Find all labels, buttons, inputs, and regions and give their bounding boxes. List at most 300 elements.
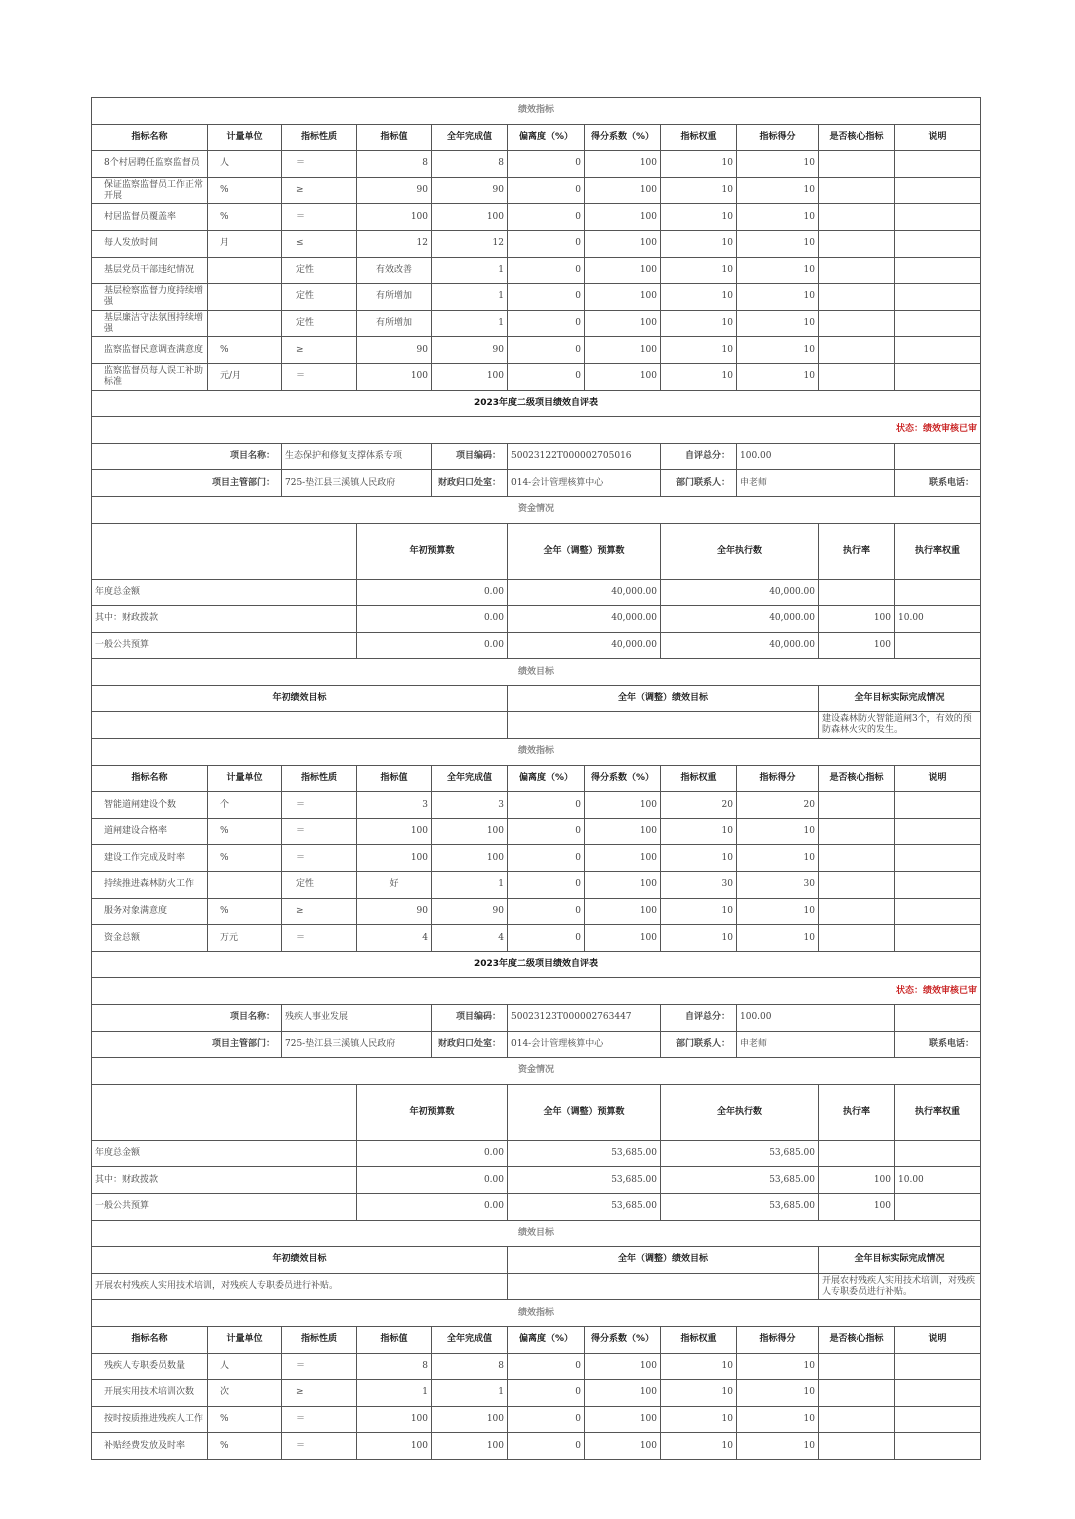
indicator-row bbox=[92, 204, 981, 231]
indicator-cell: 补贴经费发放及时率 bbox=[92, 1433, 208, 1460]
indicator-cell: 10 bbox=[737, 151, 819, 178]
contact-value: 申老师 bbox=[737, 470, 895, 497]
indicator-cell bbox=[895, 872, 981, 899]
section-title: 绩效指标 bbox=[92, 1300, 981, 1327]
section-header-indicators bbox=[92, 1300, 981, 1327]
indicator-cell: 定性 bbox=[282, 310, 357, 337]
indicator-cell: 10 bbox=[661, 898, 737, 925]
finance-office-value: 014-会计管理核算中心 bbox=[508, 1031, 661, 1058]
initial-goal: 开展农村残疾人实用技术培训，对残疾人专职委员进行补贴。 bbox=[92, 1273, 508, 1300]
column-header: 偏离度（%） bbox=[508, 1326, 585, 1353]
indicator-cell: 建设工作完成及时率 bbox=[92, 845, 208, 872]
project-title-row bbox=[92, 951, 981, 978]
indicator-cell: ＝ bbox=[282, 925, 357, 952]
indicator-cell bbox=[895, 284, 981, 311]
executed-amount: 53,685.00 bbox=[661, 1193, 819, 1220]
executed-amount: 53,685.00 bbox=[661, 1167, 819, 1194]
indicator-cell: 10 bbox=[737, 898, 819, 925]
column-header: 指标名称 bbox=[92, 765, 208, 792]
indicator-cell bbox=[895, 363, 981, 390]
indicator-cell bbox=[819, 204, 895, 231]
column-header: 计量单位 bbox=[208, 765, 282, 792]
column-header: 指标得分 bbox=[737, 765, 819, 792]
column-header: 指标得分 bbox=[737, 1326, 819, 1353]
indicator-cell: 资金总额 bbox=[92, 925, 208, 952]
indicator-cell bbox=[819, 925, 895, 952]
indicator-cell: 10 bbox=[737, 177, 819, 204]
column-header: 指标得分 bbox=[737, 124, 819, 151]
indicator-cell: ≥ bbox=[282, 337, 357, 364]
column-header: 全年完成值 bbox=[432, 765, 508, 792]
contact-label: 部门联系人： bbox=[661, 470, 737, 497]
indicator-cell: 10 bbox=[661, 151, 737, 178]
indicator-cell: 10 bbox=[661, 1433, 737, 1460]
project-code-label: 项目编码： bbox=[432, 443, 508, 470]
column-header: 是否核心指标 bbox=[819, 124, 895, 151]
indicator-cell: 1 bbox=[432, 1380, 508, 1407]
project-info-row bbox=[92, 443, 981, 470]
indicator-cell: 20 bbox=[737, 792, 819, 819]
indicator-cell: 人 bbox=[208, 151, 282, 178]
indicator-cell: 100 bbox=[585, 363, 661, 390]
indicator-row bbox=[92, 818, 981, 845]
indicator-cell: 10 bbox=[737, 363, 819, 390]
goals-row bbox=[92, 712, 981, 739]
indicator-cell: ≥ bbox=[282, 177, 357, 204]
column-header: 指标权重 bbox=[661, 765, 737, 792]
indicator-cell: 100 bbox=[357, 845, 432, 872]
execution-rate: 100 bbox=[819, 1167, 895, 1194]
section-title: 资金情况 bbox=[92, 496, 981, 523]
column-header: 得分系数（%） bbox=[585, 1326, 661, 1353]
indicator-cell: 100 bbox=[585, 204, 661, 231]
indicator-cell: 90 bbox=[432, 177, 508, 204]
funds-row bbox=[92, 606, 981, 633]
indicator-cell: 100 bbox=[585, 1380, 661, 1407]
indicator-cell: 每人发放时间 bbox=[92, 230, 208, 257]
indicator-row bbox=[92, 1406, 981, 1433]
indicator-cell: 0 bbox=[508, 177, 585, 204]
indicator-cell: 月 bbox=[208, 230, 282, 257]
indicator-cell: 100 bbox=[357, 1406, 432, 1433]
indicator-cell: 0 bbox=[508, 151, 585, 178]
indicator-cell: 0 bbox=[508, 1380, 585, 1407]
indicator-cell bbox=[895, 257, 981, 284]
indicator-cell bbox=[819, 151, 895, 178]
indicator-cell: % bbox=[208, 337, 282, 364]
column-header: 指标性质 bbox=[282, 765, 357, 792]
indicator-cell: 30 bbox=[661, 872, 737, 899]
indicator-cell: 10 bbox=[661, 845, 737, 872]
indicator-row bbox=[92, 310, 981, 337]
indicator-cell: 0 bbox=[508, 925, 585, 952]
section-title: 绩效指标 bbox=[92, 98, 981, 125]
indicator-cell: 3 bbox=[432, 792, 508, 819]
indicator-cell: 万元 bbox=[208, 925, 282, 952]
goals-header-row bbox=[92, 1247, 981, 1274]
column-header: 指标名称 bbox=[92, 1326, 208, 1353]
execution-weight: 10.00 bbox=[895, 606, 981, 633]
project-title: 2023年度二级项目绩效自评表 bbox=[92, 951, 981, 978]
execution-weight bbox=[895, 632, 981, 659]
indicator-row bbox=[92, 898, 981, 925]
indicator-cell: 100 bbox=[432, 363, 508, 390]
dept-value: 725-垫江县三溪镇人民政府 bbox=[282, 470, 432, 497]
indicator-cell: 100 bbox=[585, 872, 661, 899]
indicator-cell: 10 bbox=[661, 1406, 737, 1433]
column-header: 执行率权重 bbox=[895, 523, 981, 579]
indicator-cell bbox=[208, 872, 282, 899]
indicator-cell: ＝ bbox=[282, 792, 357, 819]
section-header-indicators bbox=[92, 739, 981, 766]
indicator-cell: 村居监督员覆盖率 bbox=[92, 204, 208, 231]
indicator-cell: 0 bbox=[508, 284, 585, 311]
indicator-row bbox=[92, 151, 981, 178]
indicator-cell: 1 bbox=[432, 872, 508, 899]
indicator-cell: 100 bbox=[585, 337, 661, 364]
indicator-cell: 有效改善 bbox=[357, 257, 432, 284]
project-code-label: 项目编码： bbox=[432, 1005, 508, 1032]
indicator-cell: 0 bbox=[508, 337, 585, 364]
funds-header-row bbox=[92, 523, 981, 579]
project-name-value: 残疾人事业发展 bbox=[282, 1005, 432, 1032]
initial-budget: 0.00 bbox=[357, 1167, 508, 1194]
indicator-row bbox=[92, 177, 981, 204]
indicator-cell: 保证监察监督员工作正常开展 bbox=[92, 177, 208, 204]
section-title: 资金情况 bbox=[92, 1058, 981, 1085]
indicator-cell: 10 bbox=[737, 310, 819, 337]
section-title: 绩效指标 bbox=[92, 739, 981, 766]
indicator-cell: 100 bbox=[432, 1433, 508, 1460]
indicator-cell: 100 bbox=[585, 1433, 661, 1460]
column-header: 全年（调整）预算数 bbox=[508, 523, 661, 579]
indicator-cell: 基层检察监督力度持续增强 bbox=[92, 284, 208, 311]
section-header-funds bbox=[92, 496, 981, 523]
indicator-cell: 0 bbox=[508, 363, 585, 390]
indicator-cell: 监察监督民意调查满意度 bbox=[92, 337, 208, 364]
indicator-cell: 10 bbox=[737, 818, 819, 845]
indicator-cell: 监察监督员每人误工补助标准 bbox=[92, 363, 208, 390]
executed-amount: 40,000.00 bbox=[661, 632, 819, 659]
indicator-cell bbox=[895, 1380, 981, 1407]
column-header: 得分系数（%） bbox=[585, 124, 661, 151]
column-header: 说明 bbox=[895, 1326, 981, 1353]
indicator-cell: 30 bbox=[737, 872, 819, 899]
indicator-cell: ≥ bbox=[282, 1380, 357, 1407]
section-title: 绩效目标 bbox=[92, 659, 981, 686]
indicator-cell bbox=[819, 792, 895, 819]
execution-weight bbox=[895, 1140, 981, 1167]
indicator-cell: ＝ bbox=[282, 1406, 357, 1433]
adjusted-budget: 40,000.00 bbox=[508, 632, 661, 659]
goals-header-row bbox=[92, 685, 981, 712]
indicator-cell: 10 bbox=[737, 284, 819, 311]
indicator-cell bbox=[895, 925, 981, 952]
execution-rate bbox=[819, 579, 895, 606]
indicator-cell: % bbox=[208, 177, 282, 204]
actual-completion: 开展农村残疾人实用技术培训，对残疾人专职委员进行补贴。 bbox=[819, 1273, 981, 1300]
indicator-cell: 10 bbox=[737, 1380, 819, 1407]
indicator-cell: 100 bbox=[357, 818, 432, 845]
executed-amount: 40,000.00 bbox=[661, 579, 819, 606]
column-header: 偏离度（%） bbox=[508, 124, 585, 151]
indicator-cell: 100 bbox=[585, 284, 661, 311]
indicator-cell: 10 bbox=[661, 177, 737, 204]
column-header: 指标性质 bbox=[282, 1326, 357, 1353]
indicator-cell: 100 bbox=[585, 1406, 661, 1433]
funds-label: 年度总金额 bbox=[92, 579, 357, 606]
indicator-cell: 10 bbox=[737, 204, 819, 231]
indicator-cell bbox=[208, 257, 282, 284]
section-header-funds bbox=[92, 1058, 981, 1085]
adjusted-goal bbox=[508, 1273, 819, 1300]
indicator-cell: 8 bbox=[357, 1353, 432, 1380]
project-dept-row bbox=[92, 470, 981, 497]
adjusted-budget: 53,685.00 bbox=[508, 1140, 661, 1167]
self-score-value: 100.00 bbox=[737, 1005, 895, 1032]
indicator-cell: 有所增加 bbox=[357, 310, 432, 337]
indicator-cell: % bbox=[208, 204, 282, 231]
indicator-cell: ＝ bbox=[282, 1433, 357, 1460]
column-header: 指标值 bbox=[357, 124, 432, 151]
initial-budget: 0.00 bbox=[357, 606, 508, 633]
indicator-cell bbox=[819, 257, 895, 284]
finance-office-label: 财政归口处室： bbox=[432, 1031, 508, 1058]
indicator-cell: 90 bbox=[432, 337, 508, 364]
self-score-label: 自评总分： bbox=[661, 1005, 737, 1032]
column-header: 计量单位 bbox=[208, 1326, 282, 1353]
indicator-cell bbox=[819, 310, 895, 337]
project-code-value: 50023123T000002763447 bbox=[508, 1005, 661, 1032]
indicator-cell: 次 bbox=[208, 1380, 282, 1407]
indicator-cell: 100 bbox=[432, 1406, 508, 1433]
indicator-cell: 0 bbox=[508, 257, 585, 284]
indicator-cell bbox=[819, 818, 895, 845]
column-header: 偏离度（%） bbox=[508, 765, 585, 792]
indicator-cell: 12 bbox=[357, 230, 432, 257]
funds-label: 年度总金额 bbox=[92, 1140, 357, 1167]
indicator-cell bbox=[819, 337, 895, 364]
indicator-cell: 0 bbox=[508, 872, 585, 899]
indicator-cell: 1 bbox=[432, 284, 508, 311]
indicator-cell: 0 bbox=[508, 818, 585, 845]
indicator-cell: 10 bbox=[661, 257, 737, 284]
column-header: 执行率 bbox=[819, 1084, 895, 1140]
indicator-cell bbox=[895, 337, 981, 364]
evaluation-table bbox=[91, 97, 981, 1460]
indicator-cell: 10 bbox=[661, 818, 737, 845]
goals-row bbox=[92, 1273, 981, 1300]
executed-amount: 53,685.00 bbox=[661, 1140, 819, 1167]
column-header: 得分系数（%） bbox=[585, 765, 661, 792]
indicator-row bbox=[92, 792, 981, 819]
indicator-cell: 残疾人专职委员数量 bbox=[92, 1353, 208, 1380]
execution-weight bbox=[895, 1193, 981, 1220]
execution-rate: 100 bbox=[819, 606, 895, 633]
indicator-cell: 元/月 bbox=[208, 363, 282, 390]
funds-row bbox=[92, 1167, 981, 1194]
empty-cell bbox=[895, 1005, 981, 1032]
funds-label: 一般公共预算 bbox=[92, 1193, 357, 1220]
column-header: 全年完成值 bbox=[432, 124, 508, 151]
indicator-cell: % bbox=[208, 818, 282, 845]
initial-budget: 0.00 bbox=[357, 632, 508, 659]
column-header: 全年执行数 bbox=[661, 1084, 819, 1140]
indicator-cell bbox=[895, 230, 981, 257]
project-code-value: 50023122T000002705016 bbox=[508, 443, 661, 470]
funds-label: 一般公共预算 bbox=[92, 632, 357, 659]
indicator-cell: 90 bbox=[357, 898, 432, 925]
funds-row bbox=[92, 579, 981, 606]
indicator-cell: ＝ bbox=[282, 151, 357, 178]
indicator-cell: 20 bbox=[661, 792, 737, 819]
execution-rate: 100 bbox=[819, 632, 895, 659]
indicator-cell bbox=[819, 898, 895, 925]
indicator-cell: ＝ bbox=[282, 204, 357, 231]
indicator-cell: 0 bbox=[508, 792, 585, 819]
column-header: 执行率权重 bbox=[895, 1084, 981, 1140]
indicator-cell: 100 bbox=[585, 925, 661, 952]
indicator-cell: 10 bbox=[737, 925, 819, 952]
indicator-cell bbox=[895, 1406, 981, 1433]
funds-row bbox=[92, 632, 981, 659]
indicator-cell: 开展实用技术培训次数 bbox=[92, 1380, 208, 1407]
indicator-cell bbox=[895, 898, 981, 925]
project-name-label: 项目名称： bbox=[92, 1005, 282, 1032]
column-header: 指标权重 bbox=[661, 124, 737, 151]
indicator-cell: 90 bbox=[357, 337, 432, 364]
indicator-row bbox=[92, 872, 981, 899]
indicator-cell bbox=[895, 1353, 981, 1380]
indicator-cell: 智能道闸建设个数 bbox=[92, 792, 208, 819]
indicator-cell: 10 bbox=[661, 310, 737, 337]
phone-label: 联系电话： bbox=[895, 1031, 981, 1058]
indicator-cell bbox=[819, 1380, 895, 1407]
column-header: 全年目标实际完成情况 bbox=[819, 1247, 981, 1274]
status-row bbox=[92, 417, 981, 444]
column-header: 全年（调整）预算数 bbox=[508, 1084, 661, 1140]
execution-rate bbox=[819, 1140, 895, 1167]
indicator-cell: % bbox=[208, 1433, 282, 1460]
indicator-cell: ≤ bbox=[282, 230, 357, 257]
column-header: 全年目标实际完成情况 bbox=[819, 685, 981, 712]
self-score-label: 自评总分： bbox=[661, 443, 737, 470]
indicator-cell: 100 bbox=[585, 898, 661, 925]
indicator-cell: 1 bbox=[432, 257, 508, 284]
section-header-goals bbox=[92, 659, 981, 686]
indicator-cell bbox=[895, 792, 981, 819]
indicator-cell: 0 bbox=[508, 1353, 585, 1380]
indicator-cell: 100 bbox=[585, 177, 661, 204]
initial-budget: 0.00 bbox=[357, 579, 508, 606]
indicator-cell: 定性 bbox=[282, 284, 357, 311]
indicator-row bbox=[92, 1433, 981, 1460]
indicator-cell: 100 bbox=[357, 1433, 432, 1460]
indicator-cell: 100 bbox=[585, 151, 661, 178]
indicator-cell: % bbox=[208, 1406, 282, 1433]
column-header: 指标值 bbox=[357, 1326, 432, 1353]
execution-rate: 100 bbox=[819, 1193, 895, 1220]
indicator-row bbox=[92, 925, 981, 952]
column-header: 说明 bbox=[895, 124, 981, 151]
indicator-cell: 100 bbox=[357, 363, 432, 390]
indicator-row bbox=[92, 1353, 981, 1380]
dept-value: 725-垫江县三溪镇人民政府 bbox=[282, 1031, 432, 1058]
indicator-cell: 10 bbox=[737, 1433, 819, 1460]
funds-row bbox=[92, 1140, 981, 1167]
indicator-cell: 10 bbox=[737, 845, 819, 872]
indicator-cell: 10 bbox=[661, 363, 737, 390]
indicator-cell: 10 bbox=[661, 1353, 737, 1380]
indicator-cell: 10 bbox=[737, 337, 819, 364]
indicator-cell bbox=[819, 1406, 895, 1433]
indicator-cell: 10 bbox=[661, 337, 737, 364]
indicator-cell: 10 bbox=[737, 257, 819, 284]
column-header: 是否核心指标 bbox=[819, 765, 895, 792]
indicator-header-row bbox=[92, 765, 981, 792]
empty-cell bbox=[895, 443, 981, 470]
indicator-cell: ＝ bbox=[282, 363, 357, 390]
indicator-cell: 道闸建设合格率 bbox=[92, 818, 208, 845]
column-header: 年初预算数 bbox=[357, 1084, 508, 1140]
project-name-value: 生态保护和修复支撑体系专项 bbox=[282, 443, 432, 470]
adjusted-budget: 53,685.00 bbox=[508, 1193, 661, 1220]
indicator-cell: 90 bbox=[432, 898, 508, 925]
performance-evaluation-sheet bbox=[91, 97, 980, 1460]
indicator-cell: 8 bbox=[357, 151, 432, 178]
column-header: 指标值 bbox=[357, 765, 432, 792]
indicator-row bbox=[92, 284, 981, 311]
indicator-cell: 8 bbox=[432, 1353, 508, 1380]
execution-weight: 10.00 bbox=[895, 1167, 981, 1194]
indicator-cell: 0 bbox=[508, 845, 585, 872]
initial-budget: 0.00 bbox=[357, 1193, 508, 1220]
indicator-cell: ＝ bbox=[282, 845, 357, 872]
empty-cell bbox=[92, 523, 357, 579]
column-header: 说明 bbox=[895, 765, 981, 792]
indicator-cell bbox=[819, 845, 895, 872]
indicator-cell bbox=[895, 151, 981, 178]
contact-value: 申老师 bbox=[737, 1031, 895, 1058]
column-header: 计量单位 bbox=[208, 124, 282, 151]
finance-office-label: 财政归口处室： bbox=[432, 470, 508, 497]
column-header: 全年执行数 bbox=[661, 523, 819, 579]
indicator-cell bbox=[819, 872, 895, 899]
indicator-cell: 0 bbox=[508, 204, 585, 231]
project-name-label: 项目名称： bbox=[92, 443, 282, 470]
indicator-cell bbox=[819, 363, 895, 390]
adjusted-budget: 40,000.00 bbox=[508, 606, 661, 633]
status-row bbox=[92, 978, 981, 1005]
indicator-cell: 100 bbox=[357, 204, 432, 231]
column-header: 执行率 bbox=[819, 523, 895, 579]
indicator-cell: 8个村居聘任监察监督员 bbox=[92, 151, 208, 178]
indicator-row bbox=[92, 337, 981, 364]
status-label: 状态：绩效审核已审 bbox=[92, 417, 981, 444]
indicator-cell: 0 bbox=[508, 230, 585, 257]
indicator-cell bbox=[895, 1433, 981, 1460]
project-title: 2023年度二级项目绩效自评表 bbox=[92, 390, 981, 417]
column-header: 指标权重 bbox=[661, 1326, 737, 1353]
indicator-row bbox=[92, 363, 981, 390]
indicator-header-row bbox=[92, 124, 981, 151]
adjusted-budget: 53,685.00 bbox=[508, 1167, 661, 1194]
funds-label: 其中：财政拨款 bbox=[92, 606, 357, 633]
status-label: 状态：绩效审核已审 bbox=[92, 978, 981, 1005]
column-header: 年初绩效目标 bbox=[92, 1247, 508, 1274]
indicator-cell: 10 bbox=[737, 1353, 819, 1380]
indicator-cell: 100 bbox=[585, 818, 661, 845]
